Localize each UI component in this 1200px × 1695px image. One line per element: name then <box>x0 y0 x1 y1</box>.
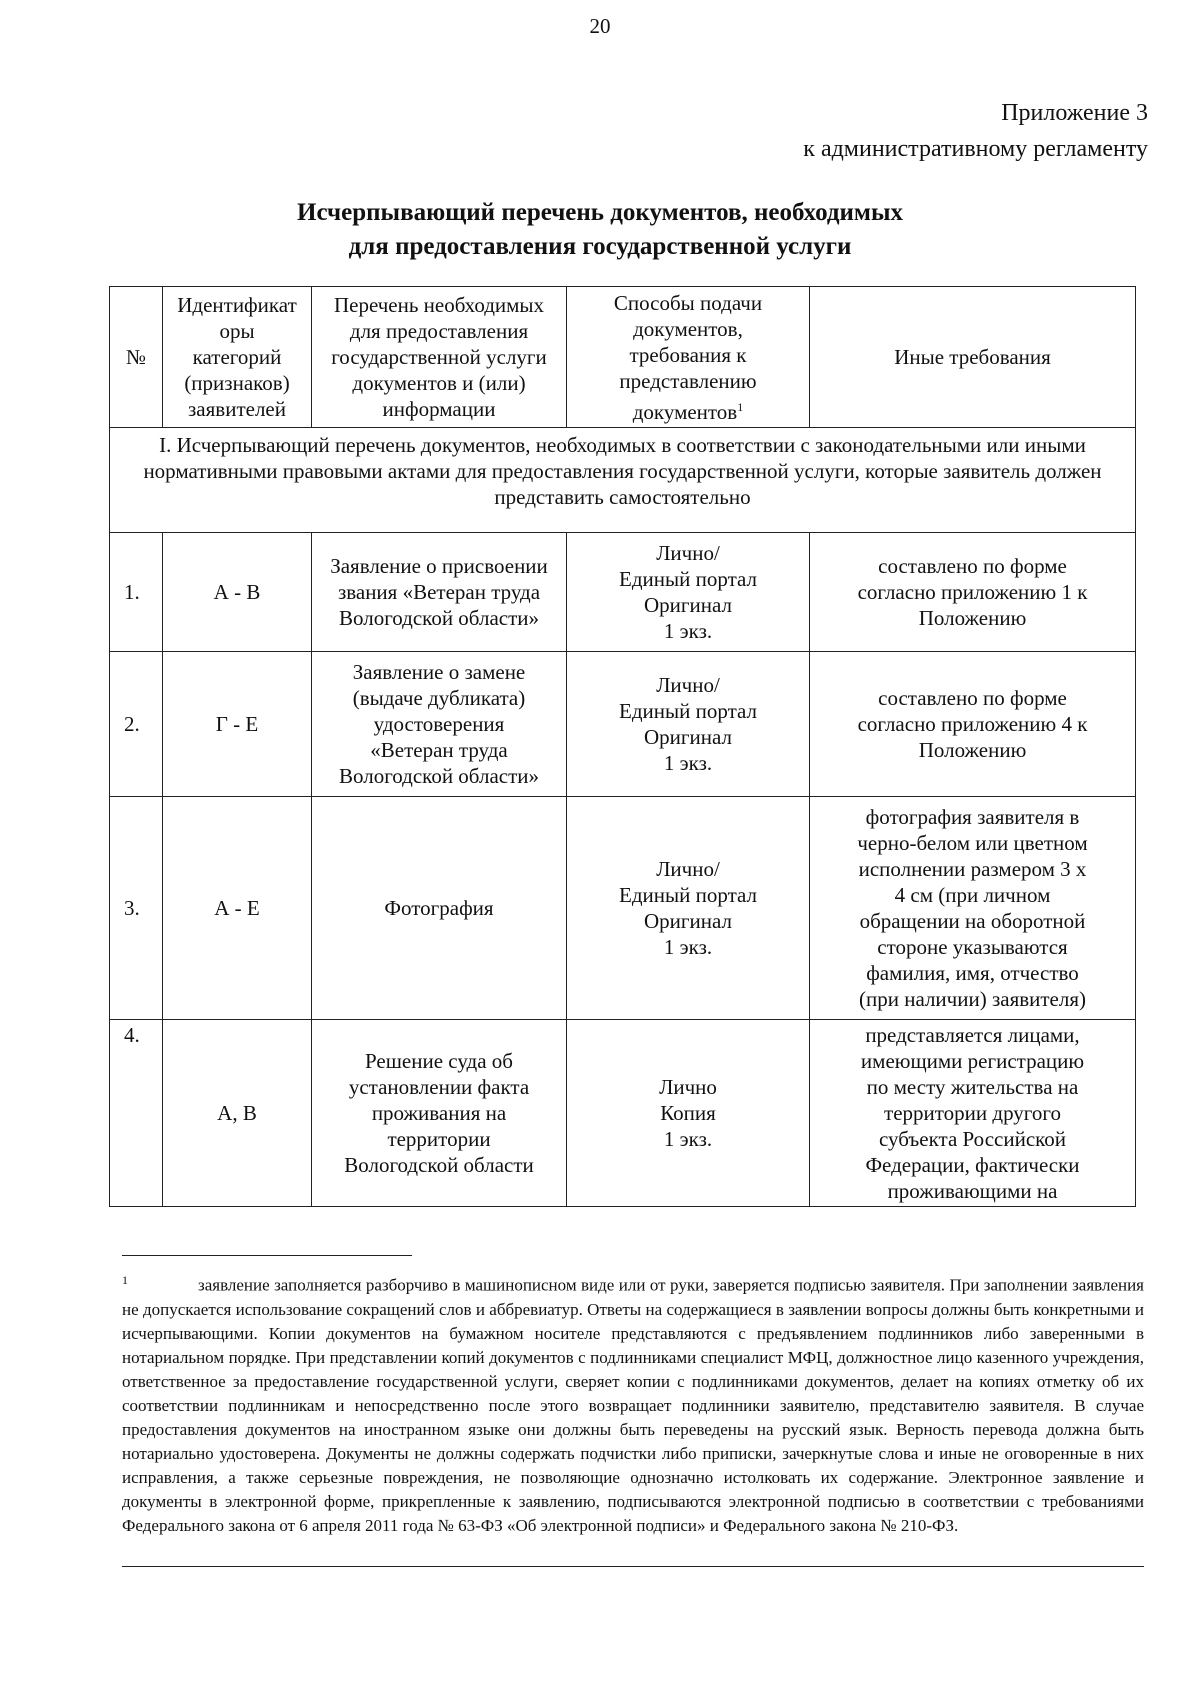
row-document: Заявление о присвоении звания «Ветеран труда Вологодской области» <box>312 533 567 652</box>
row-other: фотография заявителя в черно-белом или цветном исполнении размером 3 х 4 см (при личном обращении на оборотной стороне указываются фамилия, имя, отчество (при наличии) заявителя) <box>810 797 1136 1020</box>
row-method: Лично/ Единый портал Оригинал 1 экз. <box>567 533 810 652</box>
row-other: составлено по форме согласно приложению 4 к Положению <box>810 652 1136 797</box>
title-line-1: Исчерпывающий перечень документов, необходимых <box>297 199 903 226</box>
footnote-mark: 1 <box>122 1273 128 1287</box>
header-documents: Перечень необходимых для предоставления государственной услуги документов и (или) информации <box>312 287 567 428</box>
row-other: составлено по форме согласно приложению 1 к Положению <box>810 533 1136 652</box>
header-methods-text: Способы подачи документов, требования к представлению документов <box>613 290 763 424</box>
row-method: Лично/ Единый портал Оригинал 1 экз. <box>567 797 810 1020</box>
title-line-2: для предоставления государственной услуги <box>348 233 852 260</box>
footnote-separator <box>122 1255 412 1256</box>
appendix-line-1: Приложение 3 <box>1001 100 1148 126</box>
footnote <box>122 1268 1144 1538</box>
section-heading: I. Исчерпывающий перечень документов, необходимых в соответствии с законодательными или иными нормативными правовыми актами для предоставления государственной услуги, которые заявитель должен представить самостоятельно <box>110 428 1136 533</box>
documents-table <box>109 286 1136 1207</box>
row-other: представляется лицами, имеющими регистрацию по месту жительства на территории другого субъекта Российской Федерации, фактически проживающими на <box>810 1020 1136 1207</box>
row-num: 2. <box>110 652 163 797</box>
document-title <box>0 196 1200 264</box>
table-row <box>110 533 1136 652</box>
section-row <box>110 428 1136 533</box>
row-document: Решение суда об установлении факта проживания на территории Вологодской области <box>312 1020 567 1207</box>
row-method: Лично Копия 1 экз. <box>567 1020 810 1207</box>
row-num: 4. <box>110 1020 163 1207</box>
row-ids: А - В <box>163 533 312 652</box>
row-num: 1. <box>110 533 163 652</box>
footnote-ref: 1 <box>737 399 744 414</box>
table-row <box>110 797 1136 1020</box>
row-document: Фотография <box>312 797 567 1020</box>
appendix-label <box>803 95 1148 167</box>
header-methods <box>567 287 810 428</box>
row-num: 3. <box>110 797 163 1020</box>
row-ids: А - Е <box>163 797 312 1020</box>
table-row <box>110 1020 1136 1207</box>
row-ids: А, В <box>163 1020 312 1207</box>
row-method: Лично/ Единый портал Оригинал 1 экз. <box>567 652 810 797</box>
table-header-row <box>110 287 1136 428</box>
row-document: Заявление о замене (выдаче дубликата) удостоверения «Ветеран труда Вологодской области» <box>312 652 567 797</box>
footnote-bottom-rule <box>122 1566 1144 1567</box>
page-number: 20 <box>589 14 611 38</box>
footnote-text: заявление заполняется разборчиво в машинописном виде или от руки, заверяется подписью заявителя. При заполнении заявления не допускается использование сокращений слов и аббревиатур. Ответы на содержащиеся в заявлении вопросы должны быть конкретными и исчерпывающими. Копии документов на бумажном носителе представляются с предъявлением подлинников либо заверенными в нотариальном порядке. При представлении копий документов с подлинниками специалист МФЦ, должностное лицо казенного учреждения, ответственное за предоставление государственной услуги, сверяет копии с подлинниками документов, делает на копиях отметку об их соответствии подлинникам и непосредственно после этого возвращает подлинники заявителю, представителю заявителя. В случае предоставления документов на иностранном языке они должны быть переведены на русский язык. Верность перевода должна быть нотариально удостоверена. Документы не должны содержать подчистки либо приписки, зачеркнутые слова и иные не оговоренные в них исправления, а также серьезные повреждения, не позволяющие однозначно истолковать их содержание. Электронное заявление и документы в электронной форме, прикрепленные к заявлению, подписываются электронной подписью в соответствии с требованиями Федерального закона от 6 апреля 2011 года № 63-ФЗ «Об электронной подписи» и Федерального закона № 210-ФЗ. <box>122 1275 1144 1535</box>
header-other: Иные требования <box>810 287 1136 428</box>
table-row <box>110 652 1136 797</box>
header-num: № <box>110 287 163 428</box>
header-identifiers: Идентификат оры категорий (признаков) заявителей <box>163 287 312 428</box>
row-ids: Г - Е <box>163 652 312 797</box>
appendix-line-2: к административному регламенту <box>803 136 1148 162</box>
